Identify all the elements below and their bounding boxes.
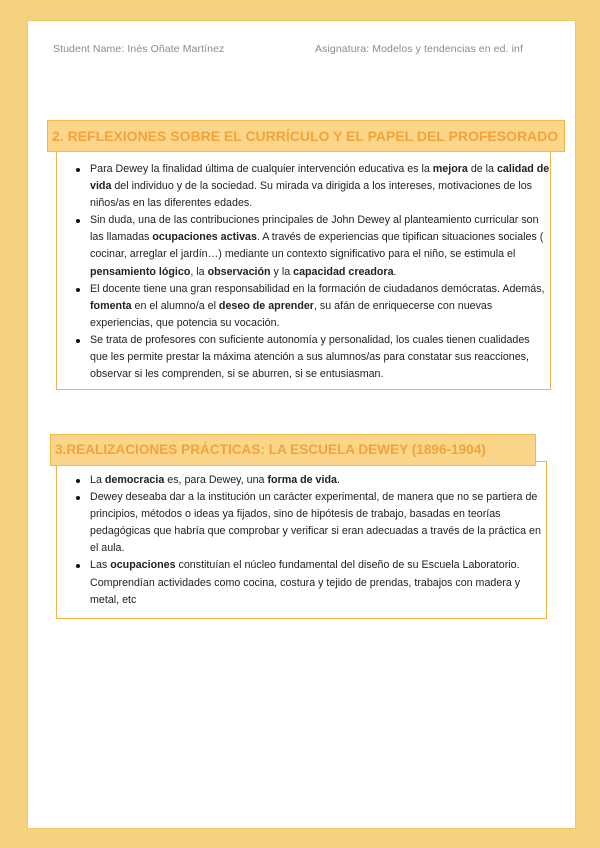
bullet-item (90, 557, 546, 608)
text-run: de la (467, 163, 497, 175)
bold-text: ocupaciones (110, 559, 176, 572)
text-run: constituían el núcleo fundamental del diseño de su Escuela Laboratorio. Comprendían actividades como cocina, costura y tejido de prendas, trabajos con madera y metal, etc (90, 559, 521, 606)
bullet-item (90, 489, 546, 557)
bold-text: forma de vida (267, 474, 337, 486)
text-run: Dewey deseaba dar a la institución un carácter experimental, de manera que no se partiera de principios, métodos o ideas ya fijados, sino de hipótesis de trabajo, basadas en teorías pedagógicas que habría que comprobar y verificar si eran adecuadas a través de la práctica en el aula. (90, 491, 541, 555)
bold-text: observación (207, 265, 271, 278)
text-run: . (336, 474, 340, 486)
bold-text: mejora (432, 163, 468, 175)
bold-text: deseo de aprender (218, 299, 314, 312)
text-run: Para Dewey la finalidad última de cualquier intervención educativa es la (90, 163, 433, 175)
bullet-item (90, 281, 550, 332)
section-2-list (57, 462, 546, 609)
student-name: Student Name: Inés Oñate Martínez (53, 43, 225, 55)
bold-text: democracia (104, 474, 165, 486)
section-1-box (56, 148, 551, 390)
bullet-item (90, 472, 546, 489)
bold-text: ocupaciones activas (152, 231, 257, 244)
bold-text: fomenta (90, 299, 132, 312)
section-1-title: 2. REFLEXIONES SOBRE EL CURRÍCULO Y EL PAPEL DEL PROFESORADO (47, 120, 565, 152)
bold-text: calidad de vida (90, 163, 550, 193)
text-run: del individuo y de la sociedad. Su mirada va dirigida a los intereses, motivaciones de los niños/as en las diferentes edades. (90, 180, 532, 210)
text-run: . (393, 265, 397, 278)
bullet-item (90, 332, 550, 383)
bold-text: capacidad creadora (293, 265, 394, 278)
subject-name: Asignatura: Modelos y tendencias en ed. inf (315, 43, 524, 55)
text-run: La (90, 474, 105, 486)
text-run: , la (190, 265, 208, 278)
bullet-item (90, 212, 550, 280)
text-run: es, para Dewey, una (164, 474, 268, 486)
text-run: Sin duda, una de las contribuciones principales de John Dewey al planteamiento curricular son las llamadas (90, 214, 539, 244)
text-run: Se trata de profesores con suficiente autonomía y personalidad, los cuales tienen cualidades que les permite prestar la máxima atención a sus alumnos/as para constatar sus reacciones, observar si les comprenden, si se aburren, si se entusiasman. (90, 333, 530, 381)
text-run: , su afán de enriquecerse con nuevas experiencias, que potencia su vocación. (90, 299, 493, 329)
section-2-box (56, 461, 547, 619)
bold-text: pensamiento lógico (90, 265, 191, 278)
section-2-title: 3.REALIZACIONES PRÁCTICAS: LA ESCUELA DEWEY (1896-1904) (50, 434, 536, 466)
text-run: El docente tiene una gran responsabilidad en la formación de ciudadanos demócratas. Además, (90, 282, 545, 295)
bullet-item (90, 161, 550, 212)
text-run: Las (90, 559, 111, 572)
text-run: en el alumno/a el (131, 299, 219, 312)
text-run: y la (270, 265, 294, 278)
section-1-list (57, 149, 550, 383)
text-run: . A través de experiencias que tipifican situaciones sociales ( cocinar, arreglar el jardín…) mediante un contexto significativo para el niño, se estimula el (90, 231, 544, 261)
